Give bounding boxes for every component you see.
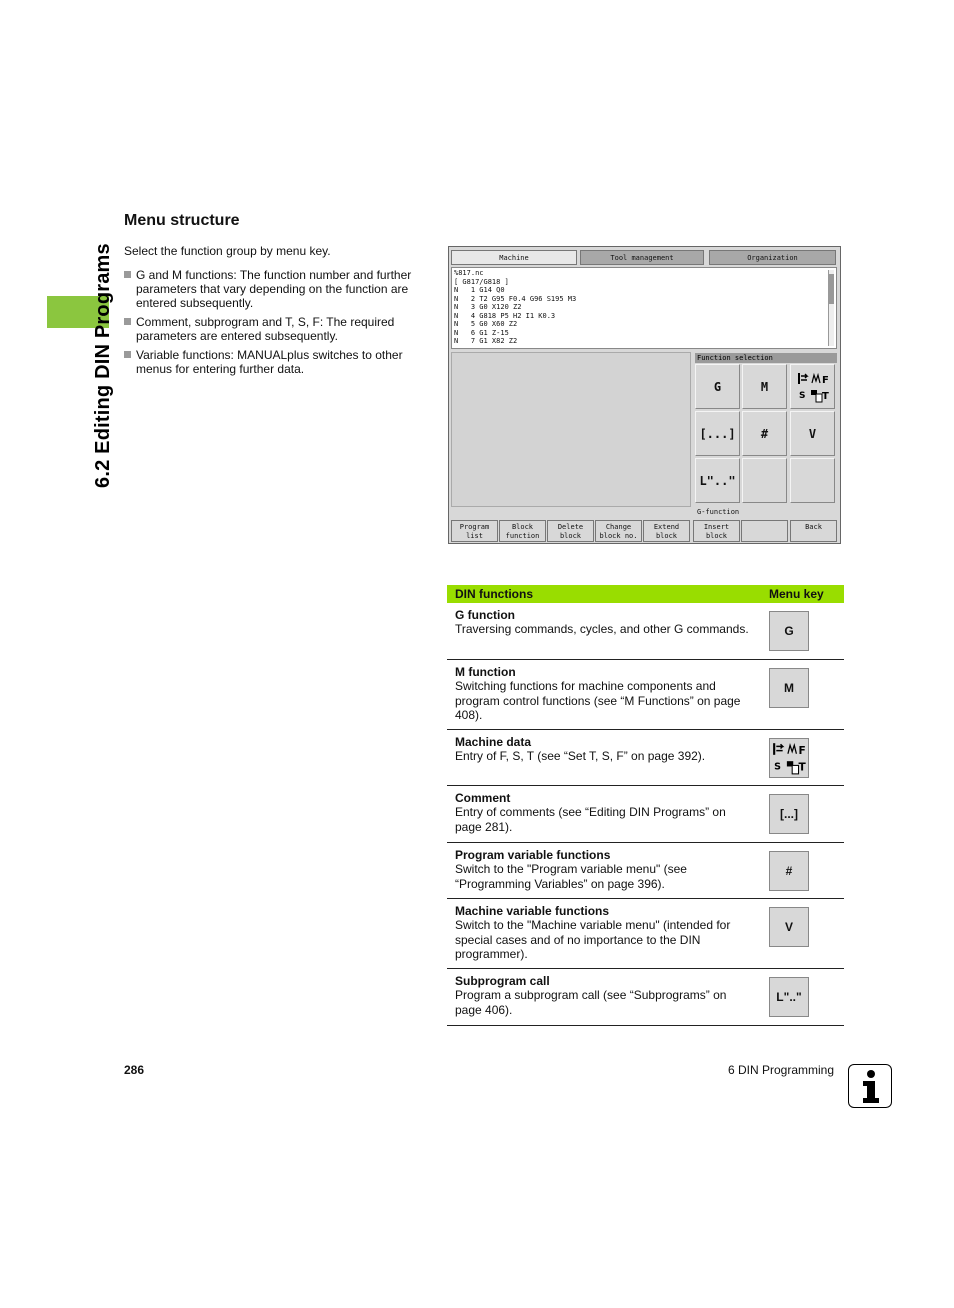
table-row <box>447 603 844 660</box>
menu-key-m-icon: M <box>769 668 809 708</box>
row-title: M function <box>455 665 516 679</box>
table-row <box>447 969 844 1026</box>
din-functions-table <box>447 585 844 1026</box>
softkey-delete-block[interactable]: Delete block <box>547 520 594 542</box>
menu-key-machine-variables[interactable]: V <box>790 411 835 456</box>
row-title: Machine data <box>455 735 532 749</box>
bullet-square-icon <box>124 318 131 325</box>
bullet-text: G and M functions: The function number and further parameters that vary depending on the function are entered subsequently. <box>136 268 412 310</box>
softkey-change-block-no[interactable]: Change block no. <box>595 520 642 542</box>
header-din-functions: DIN functions <box>455 587 533 601</box>
row-title: G function <box>455 608 515 622</box>
bullet-item <box>124 315 429 343</box>
svg-text:S: S <box>798 390 805 401</box>
softkey-program-list[interactable]: Program list <box>451 520 498 542</box>
row-description: Entry of F, S, T (see “Set T, S, F” on page 392). <box>455 749 706 764</box>
code-line: N 7 G1 X82 Z2 <box>454 337 518 345</box>
selected-function-label: G-function <box>697 508 740 516</box>
scrollbar-thumb[interactable] <box>829 274 834 304</box>
info-icon <box>848 1064 892 1108</box>
svg-text:T: T <box>821 390 829 402</box>
bullet-square-icon <box>124 271 131 278</box>
code-line: N 4 G818 P5 H2 I1 K0.3 <box>454 312 556 320</box>
softkey-empty[interactable] <box>741 520 788 542</box>
menu-key-g-icon: G <box>769 611 809 651</box>
menu-key-subprogram-icon: L".." <box>769 977 809 1017</box>
table-row <box>447 843 844 899</box>
tab-machine[interactable]: Machine <box>451 250 577 265</box>
menu-key-empty[interactable] <box>790 458 835 503</box>
row-description: Entry of comments (see “Editing DIN Programs” on page 281). <box>455 805 726 834</box>
menu-key-comment-icon: [...] <box>769 794 809 834</box>
machine-data-tsf-icon <box>769 738 809 778</box>
bullet-item <box>124 348 429 376</box>
code-line: N 2 T2 G95 F0.4 G96 S195 M3 <box>454 295 577 303</box>
tab-organization[interactable]: Organization <box>709 250 836 265</box>
bullet-text: Comment, subprogram and T, S, F: The required parameters are entered subsequently. <box>136 315 395 343</box>
menu-key-empty[interactable] <box>742 458 787 503</box>
bullet-item <box>124 268 429 310</box>
table-row <box>447 730 844 786</box>
page-number: 286 <box>124 1063 145 1077</box>
table-row <box>447 899 844 969</box>
svg-text:F: F <box>798 744 806 757</box>
softkey-insert-block[interactable]: Insert block <box>693 520 740 542</box>
row-title: Program variable functions <box>455 848 611 862</box>
function-selection-label: Function selection <box>695 353 837 363</box>
code-line: N 1 G14 Q0 <box>454 286 505 294</box>
table-row <box>447 786 844 843</box>
menu-key-subprogram[interactable]: L".." <box>695 458 740 503</box>
footer-chapter: 6 DIN Programming <box>728 1063 835 1077</box>
row-title: Subprogram call <box>455 974 550 988</box>
menu-key-g[interactable]: G <box>695 364 740 409</box>
svg-text:T: T <box>798 761 806 774</box>
intro-text: Select the function group by menu key. <box>124 244 331 258</box>
code-line: [ G817/G818 ] <box>454 278 509 286</box>
row-description: Traversing commands, cycles, and other G commands. <box>455 622 749 637</box>
menu-key-m[interactable]: M <box>742 364 787 409</box>
row-description: Program a subprogram call (see “Subprograms” on page 406). <box>455 988 727 1017</box>
svg-text:F: F <box>821 374 829 386</box>
graphics-area <box>451 352 691 507</box>
code-line: %817.nc <box>454 269 484 277</box>
editor-scrollbar[interactable] <box>828 270 834 346</box>
softkey-block-function[interactable]: Block function <box>499 520 546 542</box>
menu-key-comment[interactable]: [...] <box>695 411 740 456</box>
code-line: N 3 G0 X120 Z2 <box>454 303 522 311</box>
code-line: N 6 G1 Z-15 <box>454 329 509 337</box>
bullet-text: Variable functions: MANUALplus switches to other menus for entering further data. <box>136 348 403 376</box>
row-description: Switching functions for machine components and program control functions (see “M Functions” on page 408). <box>455 679 741 722</box>
control-screenshot <box>448 246 841 544</box>
header-menu-key: Menu key <box>769 587 824 601</box>
table-header <box>447 585 844 603</box>
svg-text:S: S <box>774 761 782 773</box>
row-title: Comment <box>455 791 511 805</box>
row-title: Machine variable functions <box>455 904 610 918</box>
menu-key-program-variables[interactable]: # <box>742 411 787 456</box>
row-description: Switch to the "Machine variable menu" (intended for special cases and of no importance to the DIN programmer). <box>455 918 731 961</box>
tab-tool-management[interactable]: Tool management <box>580 250 704 265</box>
bullet-square-icon <box>124 351 131 358</box>
code-line: N 5 G0 X60 Z2 <box>454 320 518 328</box>
table-row <box>447 660 844 730</box>
softkey-extend-block[interactable]: Extend block <box>643 520 690 542</box>
menu-key-v-icon: V <box>769 907 809 947</box>
menu-key-machine-data[interactable] <box>790 364 835 409</box>
chapter-side-title: 6.2 Editing DIN Programs <box>92 243 114 488</box>
program-editor[interactable] <box>451 267 837 349</box>
row-description: Switch to the "Program variable menu" (see “Programming Variables” on page 396). <box>455 862 687 891</box>
menu-key-hash-icon: # <box>769 851 809 891</box>
softkey-back[interactable]: Back <box>790 520 837 542</box>
section-title: Menu structure <box>124 212 240 229</box>
machine-data-tsf-icon <box>796 370 830 404</box>
